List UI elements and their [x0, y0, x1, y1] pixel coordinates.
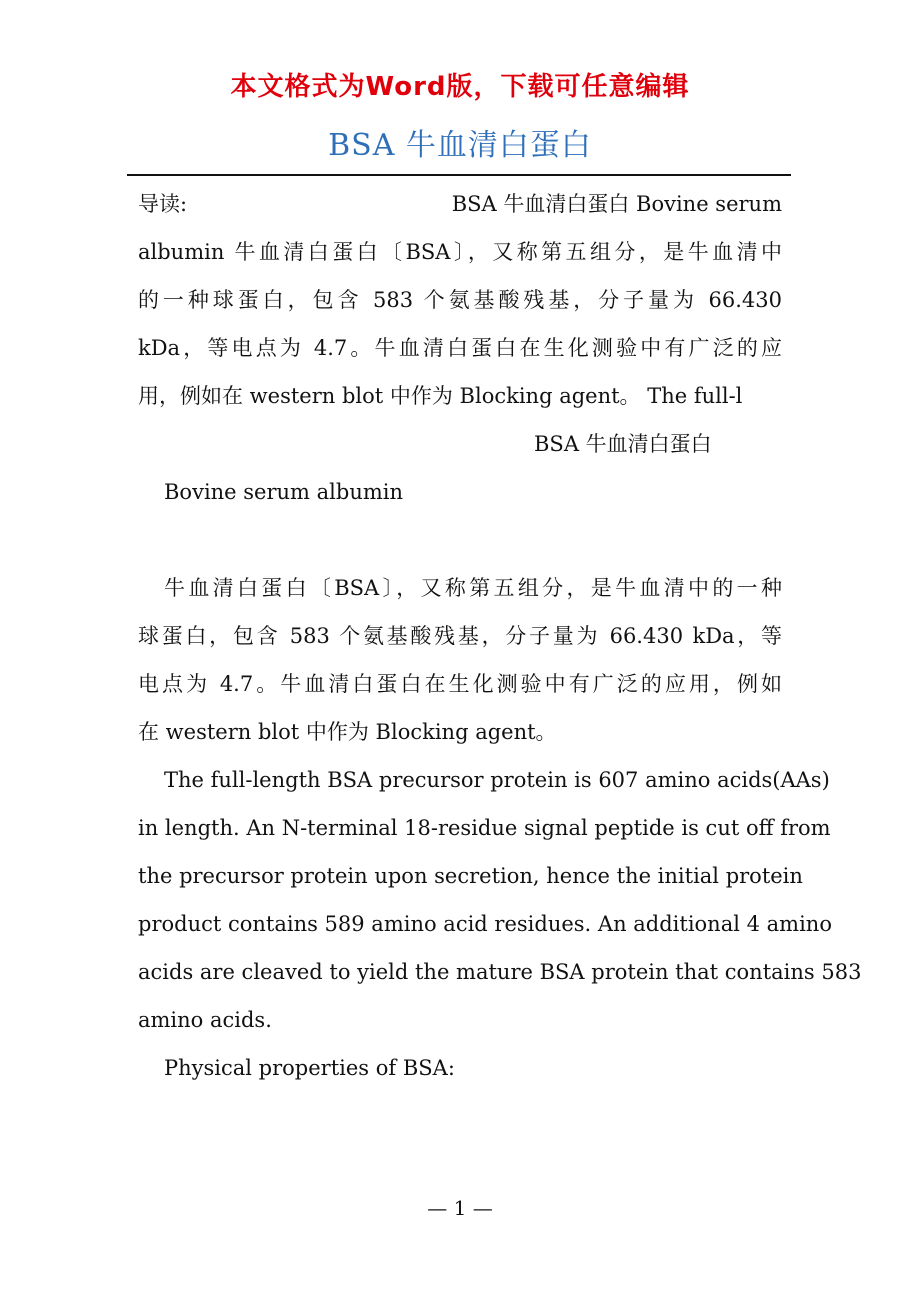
section-heading: BSA 牛血清白蛋白 — [534, 432, 712, 456]
section-subheading: Bovine serum albumin — [164, 480, 403, 504]
en-paragraph-line: product contains 589 amino acid residues. An additional 4 amino — [138, 912, 832, 936]
en-paragraph-line: The full-length BSA precursor protein is 607 amino acids(AAs) — [164, 768, 830, 792]
physical-properties-heading: Physical properties of BSA: — [164, 1056, 455, 1080]
intro-line: kDa，等电点为 4.7。牛血清白蛋白在生化测验中有广泛的应 — [138, 336, 782, 360]
intro-line: 用，例如在 western blot 中作为 Blocking agent。 The full-l — [138, 384, 743, 408]
en-paragraph-line: the precursor protein upon secretion, hence the initial protein — [138, 864, 803, 888]
en-paragraph-line: acids are cleaved to yield the mature BSA protein that contains 583 — [138, 960, 862, 984]
document-title: BSA 牛血清白蛋白 — [328, 128, 592, 163]
cn-paragraph-line: 球蛋白，包含 583 个氨基酸残基，分子量为 66.430 kDa，等 — [138, 624, 782, 648]
intro-line: albumin 牛血清白蛋白〔BSA〕，又称第五组分，是牛血清中 — [138, 240, 782, 264]
document-body — [138, 180, 862, 1092]
en-paragraph-line: amino acids. — [138, 1008, 272, 1032]
title-divider — [127, 174, 791, 176]
intro-line: 的一种球蛋白，包含 583 个氨基酸残基，分子量为 66.430 — [138, 288, 782, 312]
cn-paragraph-line: 在 western blot 中作为 Blocking agent。 — [138, 720, 557, 744]
en-paragraph-line: in length. An N-terminal 18-residue signal peptide is cut off from — [138, 816, 831, 840]
intro-first-line-tail: BSA 牛血清白蛋白 Bovine serum — [451, 192, 782, 216]
cn-paragraph-line: 电点为 4.7。牛血清白蛋白在生化测验中有广泛的应用，例如 — [138, 672, 782, 696]
intro-first-line — [138, 180, 782, 228]
page-number: — 1 — — [427, 1196, 493, 1220]
cn-paragraph-line: 牛血清白蛋白〔BSA〕，又称第五组分，是牛血清中的一种 — [164, 576, 782, 600]
format-banner: 本文格式为Word版，下载可任意编辑 — [230, 72, 690, 102]
blank-line — [138, 516, 782, 564]
intro-label: 导读: — [138, 192, 188, 216]
